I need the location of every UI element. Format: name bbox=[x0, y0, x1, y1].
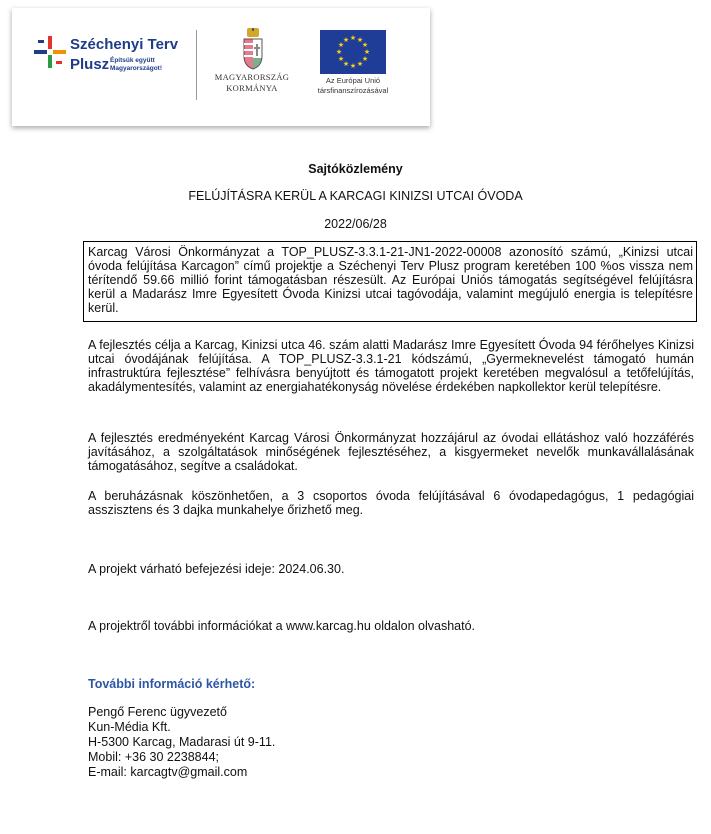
logo-divider bbox=[196, 30, 197, 100]
svg-text:★: ★ bbox=[356, 36, 364, 44]
contact-block bbox=[88, 705, 275, 780]
svg-text:★: ★ bbox=[356, 60, 364, 68]
szechenyi-terv-plusz-logo bbox=[34, 36, 184, 96]
body-paragraph-result: A fejlesztés eredményeként Karcag Városi Önkormányzat hozzájárul az óvodai ellátáshoz való hozzáférés javításához, a szolgáltatások minőségének fejlesztéséhez, a kisgyermeket nevelők munkavállalásának támogatásához, segítve a családokat. bbox=[88, 431, 694, 473]
eu-cofinancing-label: Az Európai Unió társfinanszírozásával bbox=[317, 76, 389, 95]
svg-text:★: ★ bbox=[363, 48, 371, 56]
contact-company: Kun-Média Kft. bbox=[88, 720, 171, 734]
eu-flag-icon bbox=[320, 30, 386, 74]
szechenyi-plus: Plusz bbox=[70, 56, 110, 73]
svg-text:★: ★ bbox=[342, 36, 350, 44]
government-label: MAGYARORSZÁG KORMÁNYA bbox=[214, 72, 290, 93]
svg-text:★: ★ bbox=[337, 55, 345, 63]
svg-text:★: ★ bbox=[335, 48, 343, 56]
svg-text:★: ★ bbox=[349, 34, 357, 42]
lead-summary-box bbox=[83, 241, 697, 322]
press-headline: FELÚJÍTÁSRA KERÜL A KARCAGI KINIZSI UTCAI ÓVODA bbox=[188, 189, 523, 203]
szechenyi-title: Széchenyi Terv bbox=[70, 36, 179, 53]
contact-email: E-mail: karcagtv@gmail.com bbox=[88, 765, 248, 779]
body-paragraph-website: A projektről további információkat a www.karcag.hu oldalon olvasható. bbox=[88, 619, 476, 633]
lead-paragraph: Karcag Városi Önkormányzat a TOP_PLUSZ-3.3.1-21-JN1-2022-00008 azonosító számú, „Kinizsi utcai óvoda felújítása Karcagon” című projektje a Széchenyi Terv Plusz program keretében 100 %os vissza nem térítendő 59.66 millió forint támogatásban részesült. Az Európai Uniós támogatás segítségével felújításra kerül a Madarász Imre Egyesített Óvoda Kinizsi utcai tagóvodája, valamint megújuló energia is telepítésre kerül. bbox=[88, 245, 693, 315]
svg-text:★: ★ bbox=[361, 55, 369, 63]
contact-name: Pengő Ferenc ügyvezető bbox=[88, 705, 227, 719]
logo-banner bbox=[12, 8, 430, 126]
svg-text:★: ★ bbox=[361, 41, 369, 49]
document-type: Sajtóközlemény bbox=[308, 162, 403, 176]
svg-text:★: ★ bbox=[342, 60, 350, 68]
szechenyi-tagline: Építsük együtt Magyarországot! bbox=[110, 57, 163, 72]
svg-text:★: ★ bbox=[349, 62, 357, 70]
body-paragraph-deadline: A projekt várható befejezési ideje: 2024.06.30. bbox=[88, 562, 345, 576]
szechenyi-plus-icon bbox=[34, 36, 66, 68]
svg-text:★: ★ bbox=[337, 41, 345, 49]
body-paragraph-jobs: A beruházásnak köszönhetően, a 3 csoportos óvoda felújításával 6 óvodapedagógus, 1 pedagógiai asszisztens és 3 dajka munkahelye őrizhető meg. bbox=[88, 489, 694, 517]
body-paragraph-goal: A fejlesztés célja a Karcag, Kinizsi utca 46. szám alatti Madarász Imre Egyesített Óvoda 94 férőhelyes Kinizsi utcai óvodájának felújítása. A TOP_PLUSZ-3.3.1-21 kódszámú, „Gyermeknevelést támogató humán infrastruktúra fejlesztése” felhívásra benyújtott és támogatott projekt keretében megvalósul a tetőfelújítás, akadálymentesítés, valamint az energiahatékonyság növelése érdekében napkollektor kerül telepítésre. bbox=[88, 338, 694, 394]
more-info-heading: További információ kérhető: bbox=[88, 677, 256, 691]
hungarian-coat-of-arms-icon bbox=[242, 28, 264, 70]
contact-address: H-5300 Karcag, Madarasi út 9-11. bbox=[88, 735, 276, 749]
press-date: 2022/06/28 bbox=[324, 217, 387, 231]
contact-mobile: Mobil: +36 30 2238844; bbox=[88, 750, 220, 764]
